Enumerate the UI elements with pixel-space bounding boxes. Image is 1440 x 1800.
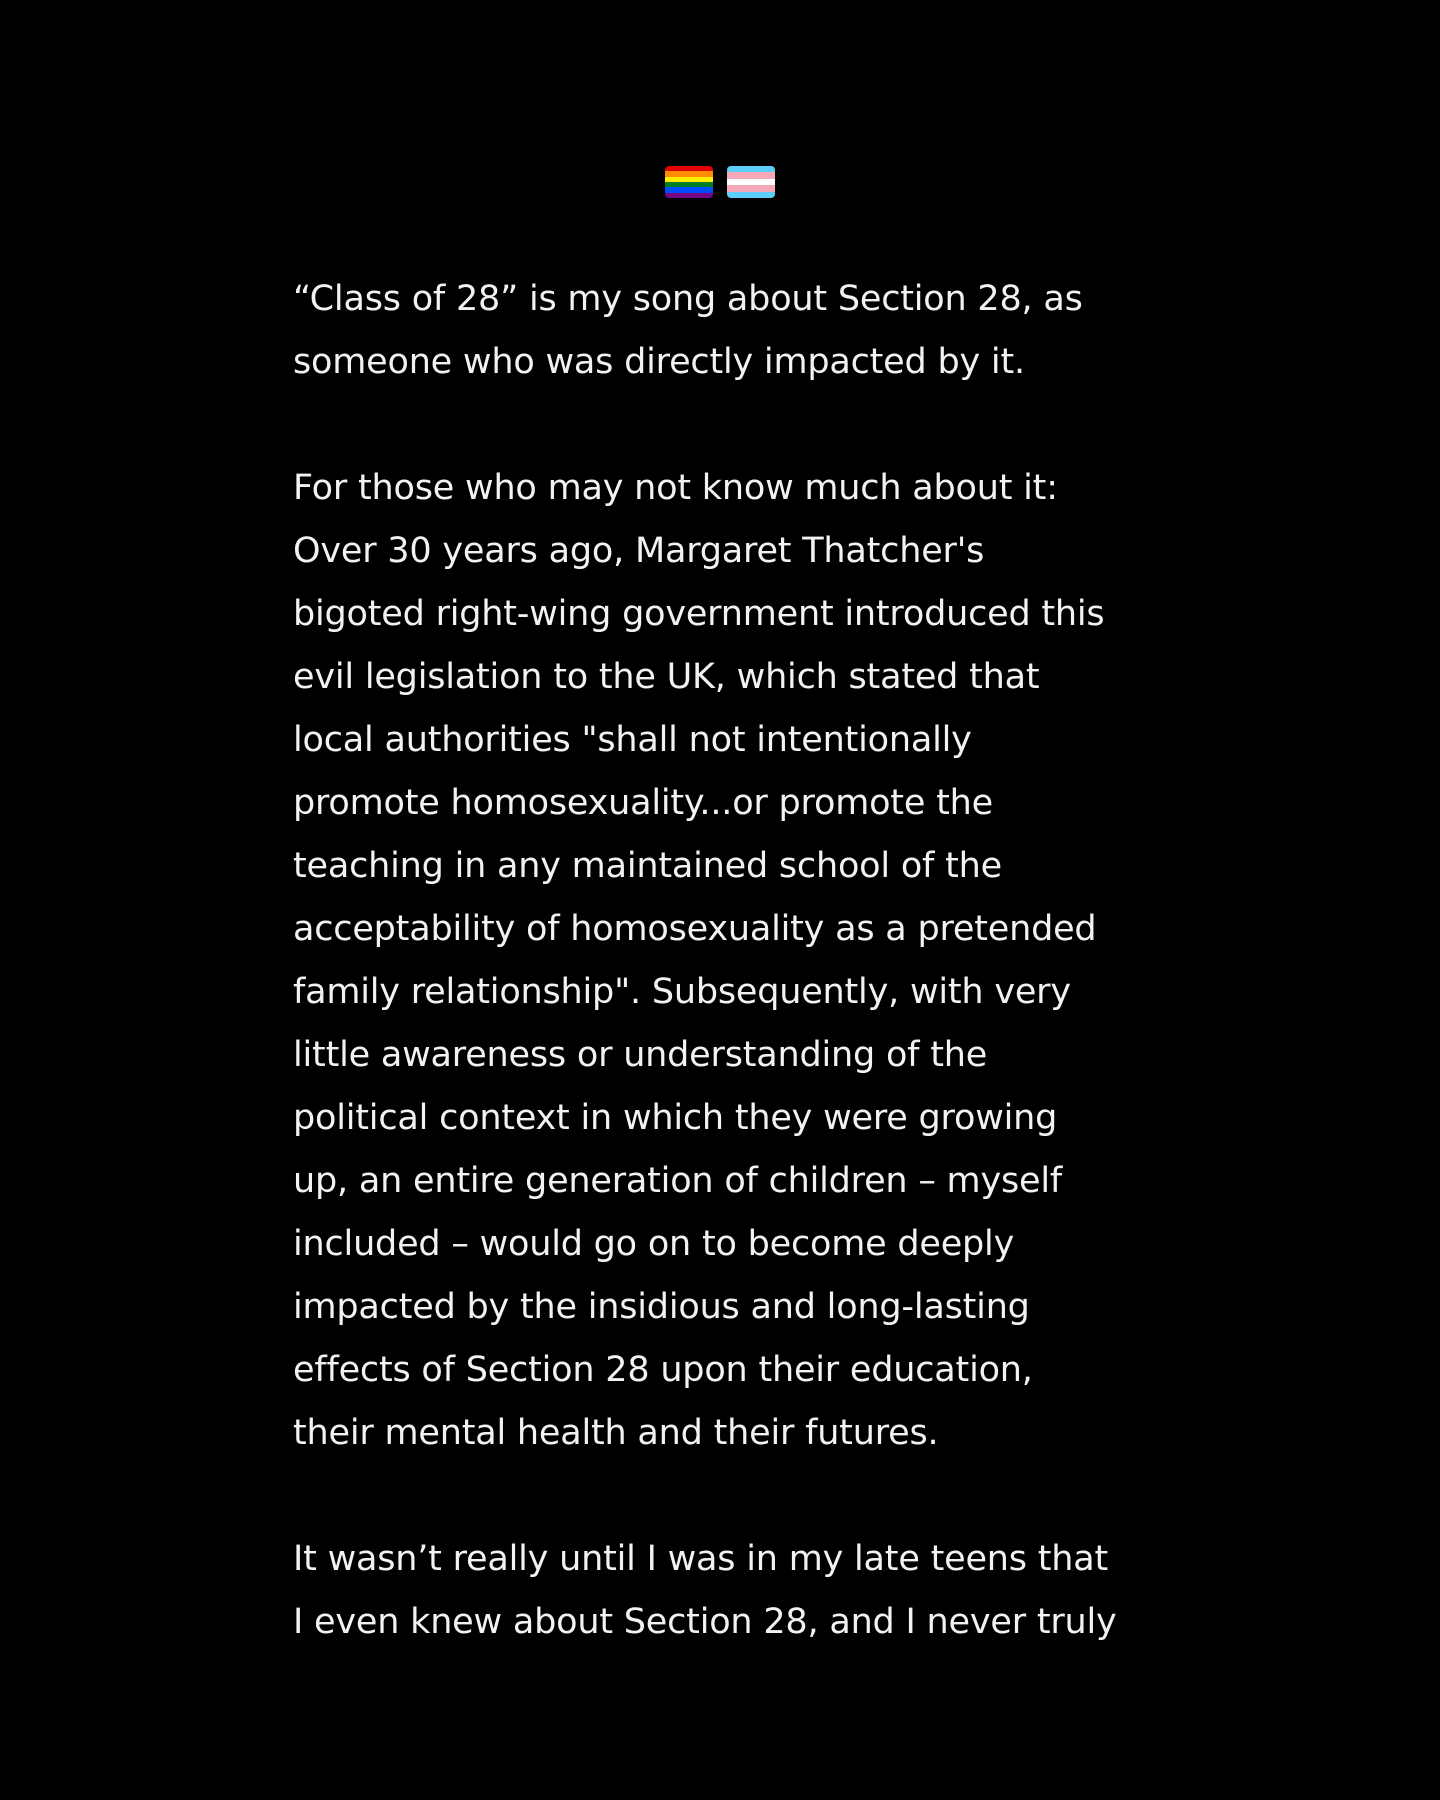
flag-emoji-row	[0, 166, 1440, 198]
transgender-flag-icon	[727, 166, 775, 198]
flag-stripe	[727, 192, 775, 198]
paragraph-intro: “Class of 28” is my song about Section 28, as someone who was directly impacted by it.	[293, 279, 1083, 382]
statement-text	[293, 268, 1173, 1717]
flag-stripe	[665, 193, 713, 198]
rainbow-pride-flag-icon	[665, 166, 713, 198]
paragraph-section-28-background: For those who may not know much about it: Over 30 years ago, Margaret Thatcher's bigoted right-wing government introduced this evil legislation to the UK, which stated that local authorities "shall not intentionally promote homosexuality...or promote the teaching in any maintained school of the acceptability of homosexuality as a pretended family relationship". Subsequently, with very little awareness or understanding of the political context in which they were growing up, an entire generation of children – myself included – would go on to become deeply impacted by the insidious and long-lasting effects of Section 28 upon their education, their mental health and their futures.	[293, 468, 1105, 1453]
paragraph-late-teens: It wasn’t really until I was in my late teens that I even knew about Section 28, and I never truly	[293, 1539, 1117, 1642]
